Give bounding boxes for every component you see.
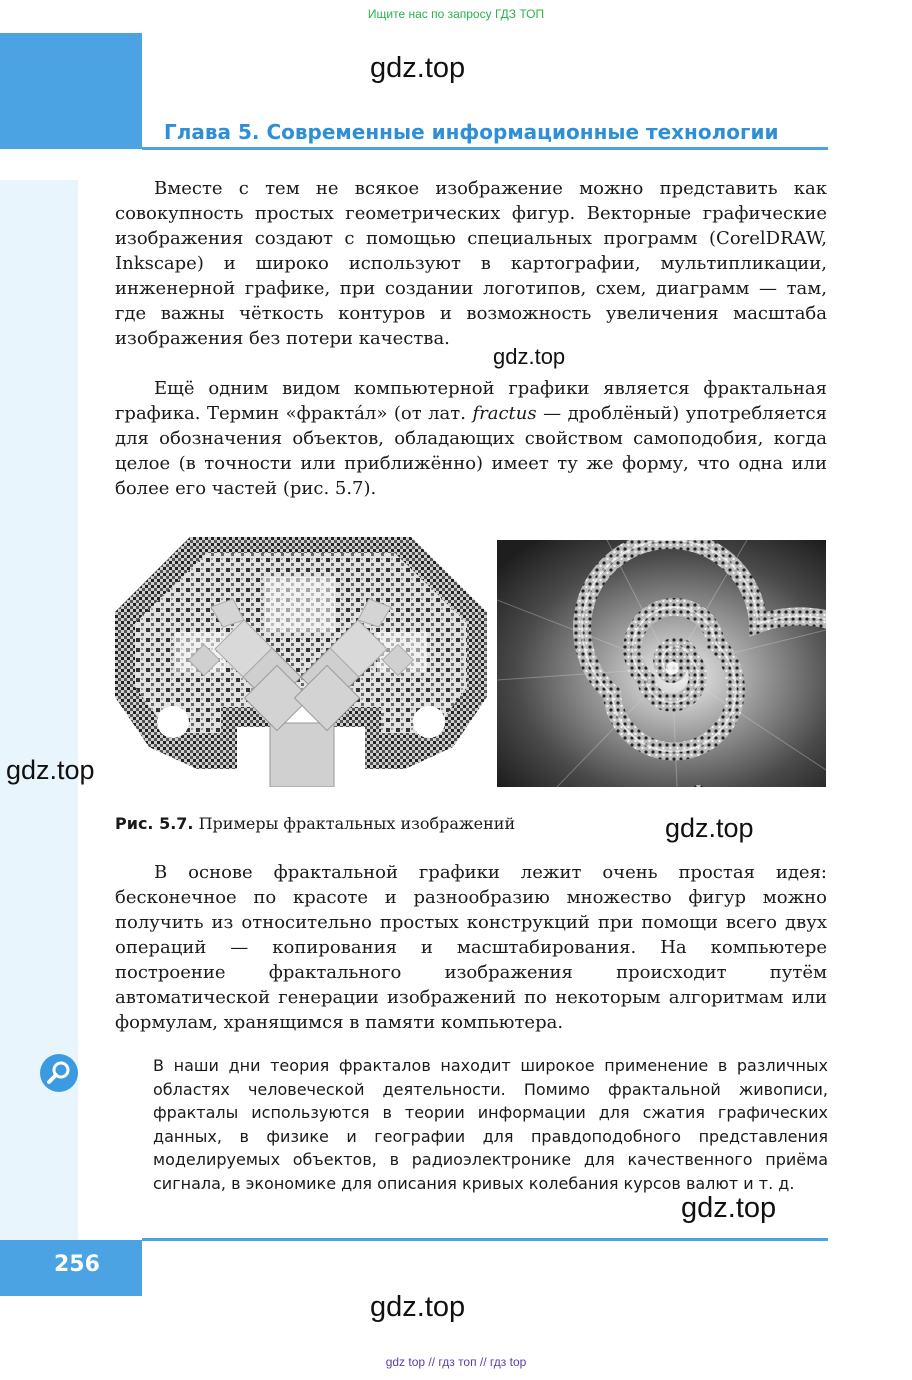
footer-rule	[142, 1238, 828, 1241]
figure-caption	[115, 814, 515, 833]
fractal-spiral-image	[497, 540, 826, 787]
watermark: gdz.top	[370, 1291, 466, 1323]
watermark: gdz.top	[493, 344, 566, 369]
top-banner[interactable]: Ищите нас по запросу ГДЗ ТОП	[367, 7, 545, 21]
paragraph-fractal-definition	[115, 376, 827, 501]
paragraph-fractal-idea: В основе фрактальной графики лежит очень простая идея: бесконечное по красоте и разнообразию множество фигур можно получить из относительно простых конструкций при помощи всего двух операций — копирования и масштабирования. На компьютере построение фрактального изображения происходит путём автоматической генерации изображений по некоторым алгоритмам или формулам, хранящимся в памяти компьютера.	[115, 862, 827, 1033]
header-rule	[142, 147, 828, 150]
watermark: gdz.top	[681, 1192, 777, 1224]
page-number: 256	[54, 1252, 100, 1277]
watermark: gdz.top	[370, 52, 466, 84]
paragraph-text: Ещё одним видом компьютерной графики является фрактальная графика. Термин «фракта́л» (от лат.	[115, 378, 827, 424]
side-note: В наши дни теория фракталов находит широкое применение в различных областях человеческой деятельности. Помимо фрактальной живописи, фракталы используются в теории информации для сжатия графических данных, в физике и географии для правдоподобного представления моделируемых объектов, в радиоэлектронике для качественного приёма сигнала, в экономике для описания кривых колебания курсов валют и т. д.	[153, 1056, 828, 1193]
figure-label: Рис. 5.7.	[115, 814, 194, 833]
watermark: gdz.top	[665, 813, 754, 843]
bottom-links[interactable]: gdz top // гдз топ // гдз top	[385, 1355, 527, 1369]
header-color-block	[0, 33, 142, 149]
figure-caption-text: Примеры фрактальных изображений	[198, 814, 516, 833]
magnifier-icon	[40, 1054, 78, 1092]
pythagoras-tree-fractal-image	[115, 537, 487, 787]
paragraph-text: — дроблёный) употребляется для обозначения объектов, обладающих свойством самоподобия, когда целое (в точности или приближённо) имеет ту же форму, что одна или более его частей (рис. 5.7).	[115, 403, 827, 499]
watermark: gdz.top	[6, 755, 95, 785]
paragraph-vector-graphics: Вместе с тем не всякое изображение можно представить как совокупность простых геометрических фигур. Векторные графические изображения создают с помощью специальных программ (CorelDRAW, Inkscape) и широко используют в картографии, мультипликации, инженерной графике, при создании логотипов, схем, диаграмм — там, где важны чёткость контуров и возможность увеличения масштаба изображения без потери качества.	[115, 178, 827, 349]
latin-term: fractus	[472, 403, 537, 424]
chapter-title: Глава 5. Современные информационные технологии	[164, 120, 779, 144]
